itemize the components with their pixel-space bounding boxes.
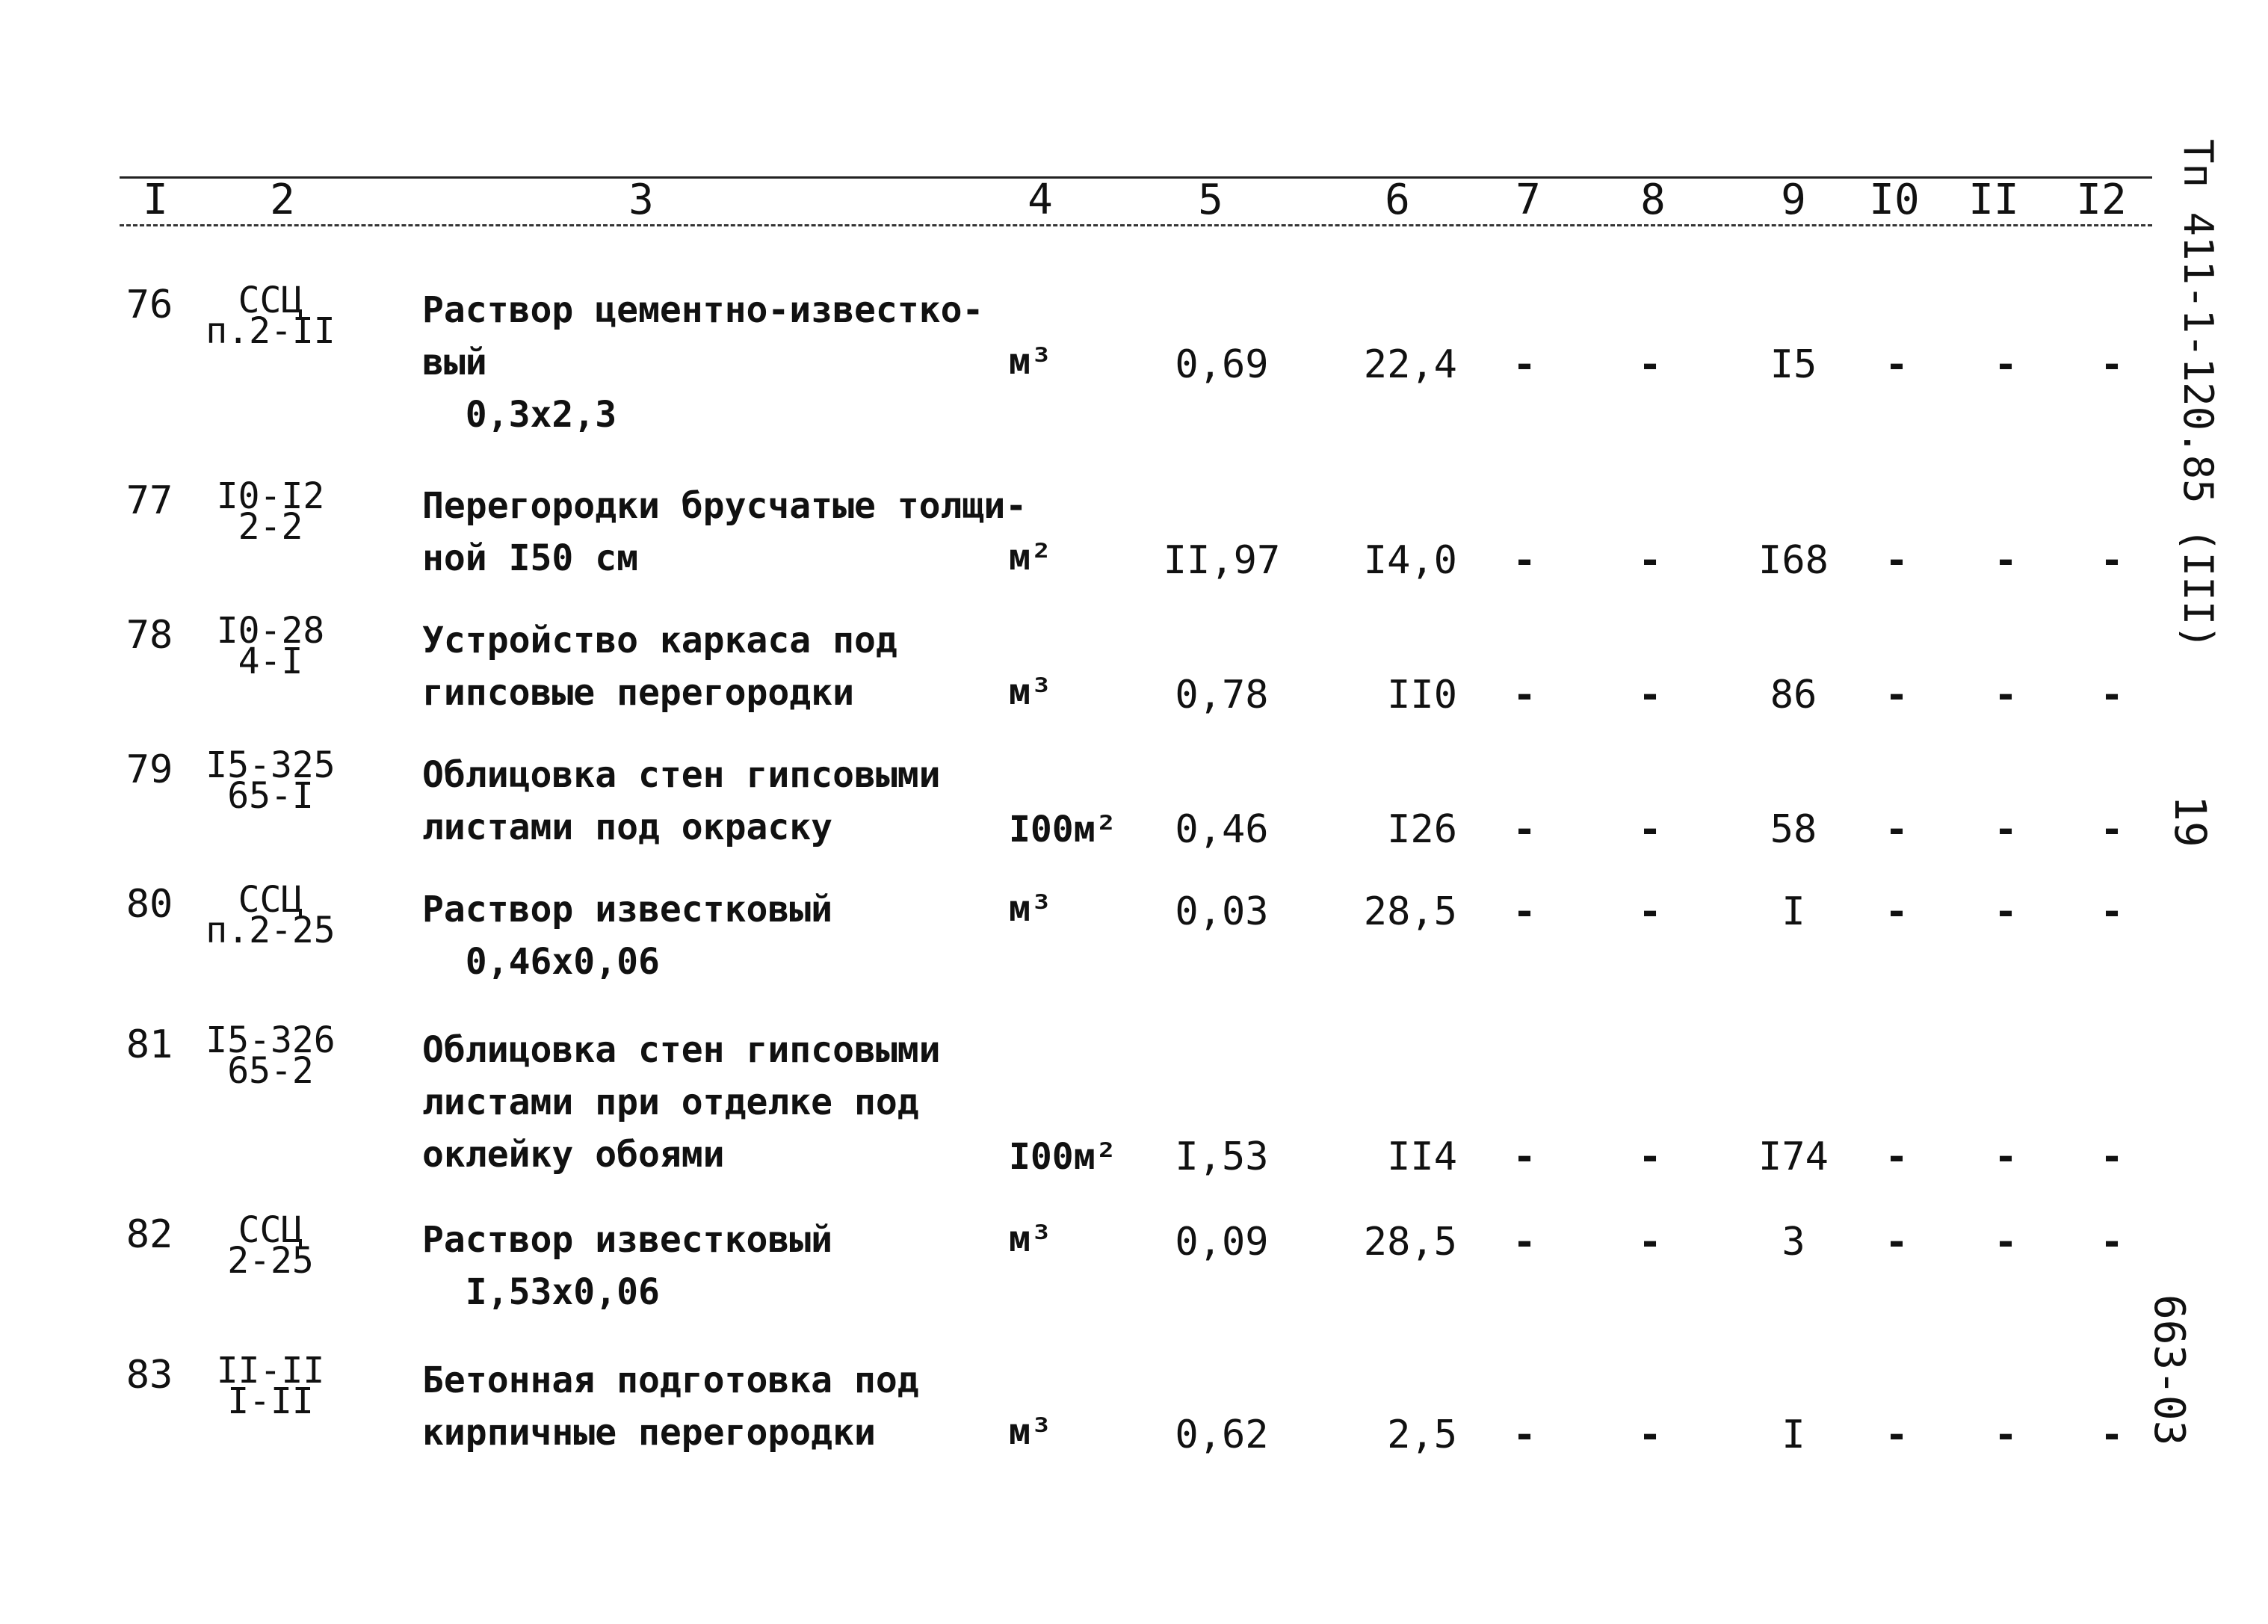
unit-of-measure: I00м² [1009,1136,1117,1178]
col-9-value: 58 [1770,807,1817,852]
col-7-value: - [1512,1220,1536,1265]
work-description [422,1024,941,1181]
column-header-6: 6 [1385,176,1410,224]
col-9-value: I74 [1758,1134,1829,1179]
col-10-value: - [1885,673,1909,717]
work-description [422,1214,832,1318]
norm-code-line: 65-I [227,775,314,818]
col-11-value: - [1994,342,2018,387]
quantity: 0,62 [1175,1412,1269,1457]
work-description-line: оклейку обоями [422,1134,725,1176]
norm-code-line: I0-I2 [216,475,325,517]
work-description-line: гипсовые перегородки [422,672,854,714]
norm-code-line: 2-2 [238,506,303,549]
work-description-line: вый [422,342,487,383]
norm-code [188,475,353,549]
norm-code-line: 2-25 [227,1240,314,1282]
unit-price: II4 [1387,1134,1457,1179]
unit-price: 2,5 [1387,1412,1457,1457]
column-header-9: 9 [1781,176,1806,224]
col-11-value: - [1994,1412,2018,1457]
norm-code-line: ССЦ [238,879,303,921]
work-description-line: Раствор известковый [422,889,833,930]
row-number: 80 [126,882,173,927]
norm-code [188,610,353,683]
col-11-value: - [1994,673,2018,717]
norm-code-line: I-II [227,1380,314,1423]
series-label: 663-03 [2145,1294,2193,1446]
unit-of-measure: м³ [1009,671,1052,713]
row-number: 77 [126,478,173,523]
norm-code [188,1350,353,1423]
work-description [422,284,983,441]
col-10-value: - [1885,1220,1909,1265]
col-11-value: - [1994,889,2018,934]
col-7-value: - [1512,673,1536,717]
col-12-value: - [2100,1412,2124,1457]
work-description-line: I,53x0,06 [422,1271,660,1313]
norm-code [188,1209,353,1282]
norm-code-line: 65-2 [227,1050,314,1093]
quantity: 0,46 [1175,807,1269,852]
header-bottom-rule [120,224,2152,226]
norm-code-line: ССЦ [238,280,303,321]
norm-code-line: I5-325 [206,744,336,786]
unit-price: 22,4 [1363,342,1457,387]
col-12-value: - [2100,1134,2124,1179]
quantity: 0,03 [1175,889,1269,934]
row-number: 82 [126,1212,173,1257]
col-7-value: - [1512,807,1536,852]
col-12-value: - [2100,807,2124,852]
column-header-5: 5 [1198,176,1223,224]
norm-code [188,744,353,818]
col-8-value: - [1638,1412,1662,1457]
column-header-8: 8 [1640,176,1666,224]
col-12-value: - [2100,1220,2124,1265]
work-description-line: Раствор цементно-известко- [422,289,984,331]
unit-of-measure: м³ [1009,1218,1052,1260]
work-description-line: 0,46x0,06 [422,941,660,983]
document-code-label: Тп 411-1-120.85 (III) [2175,139,2222,649]
col-7-value: - [1512,342,1536,387]
column-header-4: 4 [1028,176,1053,224]
page-number: 19 [2165,795,2216,847]
col-7-value: - [1512,538,1536,583]
norm-code-line: 4-I [238,640,303,683]
work-description-line: 0,3x2,3 [422,394,617,436]
unit-of-measure: м² [1009,537,1052,578]
col-11-value: - [1994,1220,2018,1265]
column-header-10: I0 [1869,176,1920,224]
quantity: I,53 [1175,1134,1269,1179]
col-11-value: - [1994,1134,2018,1179]
col-12-value: - [2100,342,2124,387]
col-7-value: - [1512,1412,1536,1457]
col-7-value: - [1512,1134,1536,1179]
unit-price: II0 [1387,673,1457,717]
work-description-line: ной I50 см [422,537,638,579]
work-description-line: кирпичные перегородки [422,1412,876,1454]
row-number: 83 [126,1353,173,1398]
col-10-value: - [1885,807,1909,852]
quantity: 0,78 [1175,673,1269,717]
col-8-value: - [1638,807,1662,852]
work-description [422,614,897,719]
col-8-value: - [1638,342,1662,387]
col-9-value: I68 [1758,538,1829,583]
unit-of-measure: м³ [1009,888,1052,930]
col-8-value: - [1638,673,1662,717]
col-8-value: - [1638,538,1662,583]
quantity: 0,09 [1175,1220,1269,1265]
work-description-line: Устройство каркаса под [422,620,897,661]
norm-code-line: I5-326 [206,1019,336,1061]
row-number: 81 [126,1022,173,1067]
unit-of-measure: м³ [1009,1411,1052,1453]
work-description-line: Облицовка стен гипсовыми [422,754,941,796]
column-header-3: 3 [628,176,654,224]
work-description-line: Раствор известковый [422,1219,833,1261]
col-10-value: - [1885,342,1909,387]
unit-of-measure: I00м² [1009,809,1117,850]
work-description-line: Перегородки брусчатые толщи- [422,485,1028,527]
col-9-value: 86 [1770,673,1817,717]
header-top-rule [120,176,2152,179]
quantity: II,97 [1163,538,1281,583]
norm-code-line: п.2-II [206,310,336,353]
col-9-value: I [1782,889,1805,934]
col-9-value: I5 [1770,342,1817,387]
work-description-line: листами при отделке под [422,1081,919,1123]
unit-price: I4,0 [1363,538,1457,583]
col-8-value: - [1638,1134,1662,1179]
work-description-line: листами под окраску [422,806,833,848]
col-10-value: - [1885,889,1909,934]
work-description [422,1354,919,1459]
row-number: 78 [126,613,173,658]
column-header-12: I2 [2076,176,2127,224]
norm-code-line: I0-28 [216,610,325,652]
norm-code-line: ССЦ [238,1209,303,1251]
work-description [422,480,1027,584]
col-9-value: 3 [1782,1220,1805,1265]
unit-price: 28,5 [1363,889,1457,934]
norm-code-line: II-II [216,1350,325,1392]
norm-code [188,1019,353,1093]
unit-of-measure: м³ [1009,341,1052,383]
row-number: 79 [126,747,173,792]
col-8-value: - [1638,889,1662,934]
work-description-line: Бетонная подготовка под [422,1359,919,1401]
work-description [422,749,941,853]
col-11-value: - [1994,807,2018,852]
col-8-value: - [1638,1220,1662,1265]
work-description [422,883,832,988]
work-description-line: Облицовка стен гипсовыми [422,1029,941,1071]
col-10-value: - [1885,538,1909,583]
col-11-value: - [1994,538,2018,583]
unit-price: 28,5 [1363,1220,1457,1265]
unit-price: I26 [1387,807,1457,852]
norm-code-line: п.2-25 [206,910,336,952]
col-12-value: - [2100,673,2124,717]
norm-code [188,280,353,353]
column-header-1: I [143,176,168,224]
norm-code [188,879,353,952]
col-7-value: - [1512,889,1536,934]
col-10-value: - [1885,1134,1909,1179]
column-header-7: 7 [1515,176,1541,224]
col-12-value: - [2100,538,2124,583]
row-number: 76 [126,282,173,327]
column-header-11: II [1968,176,2019,224]
col-10-value: - [1885,1412,1909,1457]
col-12-value: - [2100,889,2124,934]
col-9-value: I [1782,1412,1805,1457]
quantity: 0,69 [1175,342,1269,387]
column-header-2: 2 [270,176,295,224]
